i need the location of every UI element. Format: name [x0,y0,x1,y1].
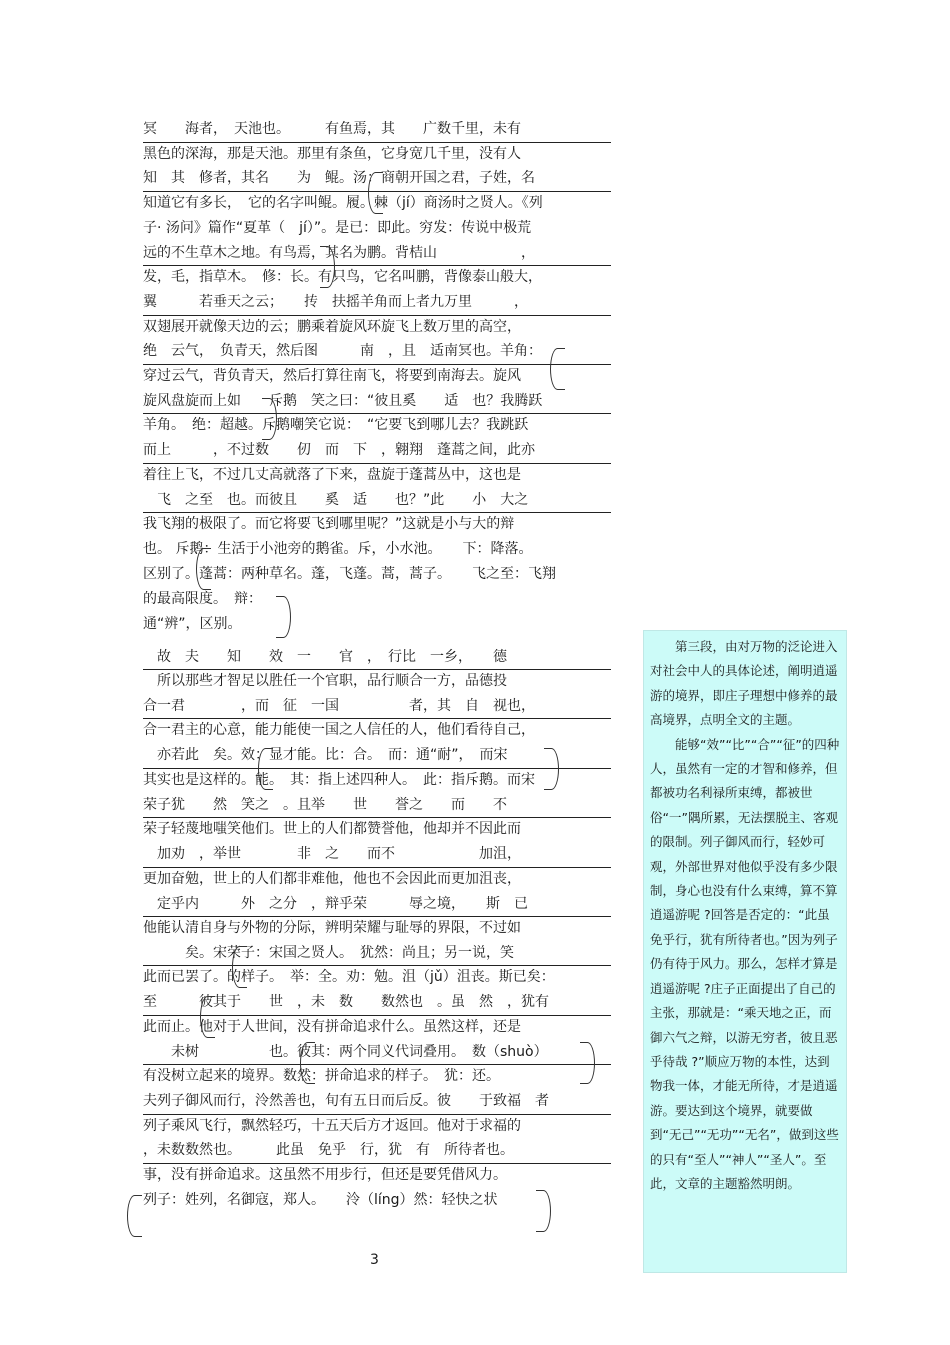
text-line: 发，毛，指草木。 修：长。有只鸟，它名叫鹏，背像泰山般大， [143,269,542,286]
text-line: 荣子轻蔑地嗤笑他们。世上的人们都赞誉他，他却并不因此而 [143,821,521,838]
text-line: 而上 ，不过数 仞 而 下 ，翱翔 蓬蒿之间，此亦 [143,439,611,464]
text-line: 至 彼其于 世 ，未 数 数然也 。虽 然 ，犹有 [143,991,611,1016]
annotation-bracket [258,748,273,790]
text-line: 翼 若垂天之云； 抟 扶摇羊角而上者九万里 ， [143,291,611,316]
annotation-bracket [127,1195,142,1237]
text-line: 列子乘风飞行，飘然轻巧，十五天后方才返回。他对于求福的 [143,1117,521,1134]
text-line: 穿过云气，背负青天，然后打算往南飞，将要到南海去。旋风 [143,367,521,384]
text-line: 绝 云气， 负青天，然后图 南 ，且 适南冥也。羊角： [143,340,611,365]
text-line: 夫列子御风而行，泠然善也，旬有五日而后反。彼 于致福 者 [143,1090,611,1115]
side-note-box [643,630,847,1273]
annotation-bracket [544,748,559,790]
text-line: 其实也是这样的。能。 其：指上述四种人。 此：指斥鹅。而宋 [143,771,535,788]
text-line: 更加奋勉，世上的人们都非难他，他也不会因此而更加沮丧， [143,870,521,887]
text-line: 此而已罢了。的样子。 举：全。劝：勉。沮（jǔ）沮丧。斯已矣： [143,969,555,986]
side-note-paragraph: 第三段，由对万物的泛论进入对社会中人的具体论述，阐明逍遥游的境界，即庄子理想中修养的最高境界，点明全文的主题。 [650,639,838,728]
main-text-column [143,118,611,1214]
text-line: 羊角。 绝：超越。斥鹅嘲笑它说： “它要飞到哪儿去？我跳跃 [143,417,529,434]
text-line: 区别了。蓬蒿：两种草名。蓬，飞蓬。蒿，蒿子。 飞之至：飞翔 [143,565,556,582]
annotation-bracket [232,946,247,988]
text-line: 所以那些才智足以胜任一个官职，品行顺合一方，品德投 [143,673,507,690]
text-line: 子· 汤问》篇作“夏革（ jí）”。是已：即此。穷发：传说中极荒 [143,219,532,236]
annotation-bracket [368,172,383,214]
text-line: 列子：姓列，名御寇，郑人。 泠（líng）然：轻快之状 [143,1191,498,1208]
page-number: 3 [370,1252,379,1268]
text-line: 矣。宋荣子：宋国之贤人。 犹然：尚且；另一说，笑 [143,942,611,967]
text-line: 我飞翔的极限了。而它将要飞到哪里呢？”这就是小与大的辩 [143,516,515,533]
text-line: 的最高限度。 辩： [143,590,262,607]
annotation-bracket [196,548,211,590]
text-line: 双翅展开就像天边的云；鹏乘着旋风环旋飞上数万里的高空， [143,318,521,335]
annotation-bracket [200,996,215,1038]
text-line: 定乎内 外 之分 ，辩乎荣 辱之境， 斯 已 [143,893,611,918]
annotation-bracket [300,1042,315,1084]
text-line: 亦若此 矣。效：显才能。比：合。 而：通“耐”， 而宋 [143,744,611,769]
annotation-bracket [276,596,291,638]
annotation-bracket [550,348,565,390]
text-line: 此而止。他对于人世间，没有拼命追求什么。虽然这样，还是 [143,1018,521,1035]
text-line: 他能认清自身与外物的分际，辨明荣耀与耻辱的界限，不过如 [143,920,521,937]
annotation-bracket [580,1042,595,1084]
side-note-paragraph: 能够“效”“比”“合”“征”的四种人，虽然有一定的才智和修养，但都被功名利禄所束缚，都被世俗“一”隅所累，无法摆脱主、客观的限制。列子御风而行，轻妙可观，外部世界对他似乎没有多少限制，身心也没有什么束缚，算不算逍遥游呢 ?回答是否定的：“此虽免乎行，犹有所待者也。”因为列子仍有待于风力。那么，怎样才算是逍遥游呢 ?庄子正面提出了自己的主张，那就是：“乘天地之正，而御六气之辩，以游无穷者，彼且恶乎待哉 ?”顺应万物的本性，达到物我一体，才能无所待，才是逍遥游。要达到这个境界，就要做到“无己”“无功”“无名”，做到这些的只有“至人”“神人”“圣人”。至此，文章的主题豁然明朗。 [650,736,840,1191]
text-line: 荣子犹 然 笑之 。且举 世 誉之 而 不 [143,794,611,819]
text-line: 合一君主的心意，能力能使一国之人信任的人，他们看待自己， [143,722,535,739]
text-line: 远的不生草木之地。有鸟焉，其名为鹏。背桔山 ， [143,242,611,267]
text-line: 飞 之至 也。而彼且 奚 适 也？”此 小 大之 [143,489,611,514]
text-line: 旋风盘旋而上如 斥鹅 笑之曰：“彼且奚 适 也？我腾跃 [143,390,611,415]
text-line: 着往上飞，不过几丈高就落了下来，盘旋于蓬蒿丛中，这也是 [143,466,521,483]
text-line: 有没树立起来的境界。数然：拼命追求的样子。 犹：还。 [143,1068,500,1085]
text-line: 合一君 ，而 征 一国 者，其 自 视也， [143,695,611,720]
text-line: 未树 也。彼其：两个同义代词叠用。 数（shuò） [143,1041,611,1066]
text-line: 事，没有拼命追求。这虽然不用步行，但还是要凭借风力。 [143,1166,507,1183]
annotation-bracket [320,246,335,288]
text-line: 冥 海者， 天池也。 有鱼焉，其 广数千里，未有 [143,118,611,143]
text-line: 黑色的深海，那是天池。那里有条鱼，它身宽几千里，没有人 [143,145,521,162]
text-line: 加劝 ，举世 非 之 而不 加沮， [143,843,611,868]
annotation-bracket [262,398,277,440]
text-line: 故 夫 知 效 一 官 ， 行比 一乡， 德 [143,646,611,671]
text-line: 也。 斥鹅：生活于小池旁的鹅雀。斥，小水池。 下：降落。 [143,541,533,558]
text-line: 知道它有多长， 它的名字叫鲲。履。棘（jí）商汤时之贤人。《列 [143,194,543,211]
text-line: 知 其 修者，其名 为 鲲。汤：商朝开国之君，子姓，名 [143,167,611,192]
annotation-bracket [536,1190,551,1232]
text-line: 通“辨”，区别。 [143,615,242,632]
text-line: ，未数数然也。 此虽 免乎 行，犹 有 所待者也。 [143,1139,611,1164]
